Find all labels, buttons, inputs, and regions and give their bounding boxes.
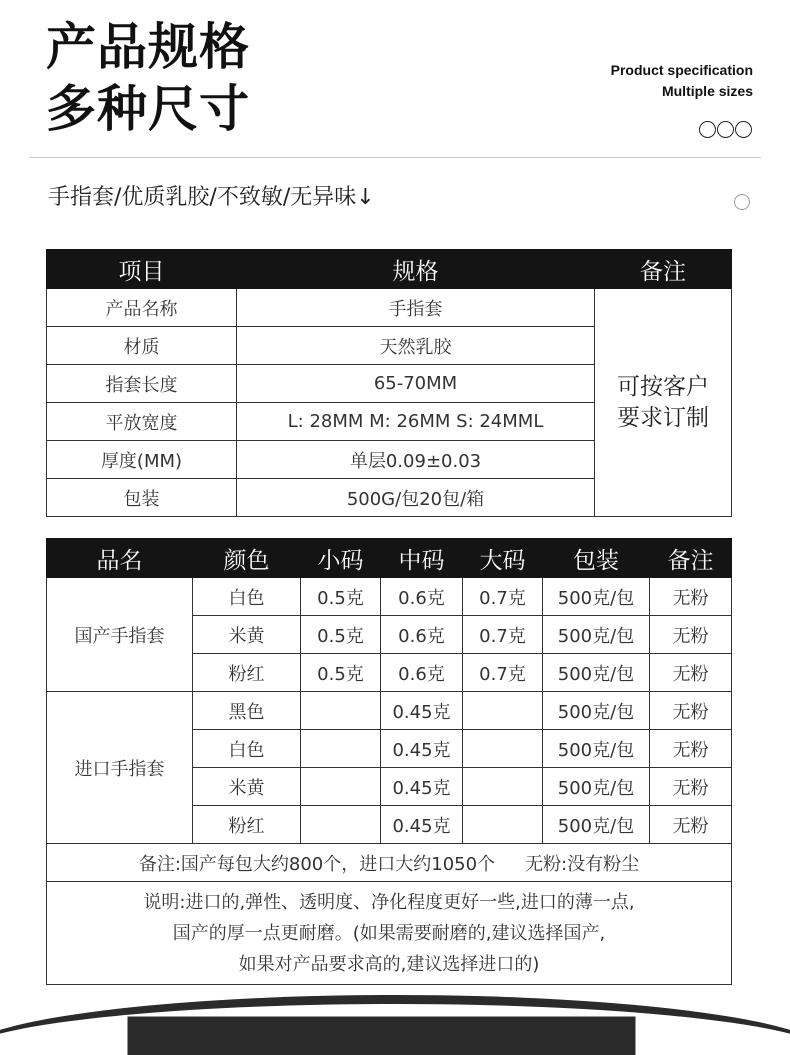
small-cell: 0.5克 [301,578,381,616]
note-line: 可按客户 [617,373,709,400]
item-cell: 厚度(MM) [47,441,237,479]
pack-cell: 500克/包 [543,654,650,692]
small-cell [301,768,381,806]
header-large: 大码 [463,539,543,578]
color-cell: 粉红 [193,806,301,844]
item-cell: 指套长度 [47,365,237,403]
medium-cell: 0.45克 [381,806,463,844]
english-title-line1: Product specification [610,62,753,78]
large-cell [463,692,543,730]
small-cell: 0.5克 [301,654,381,692]
note-cell: 无粉 [650,806,732,844]
header-medium: 中码 [381,539,463,578]
large-cell: 0.7克 [463,616,543,654]
large-cell [463,806,543,844]
header-note: 备注 [650,539,732,578]
pack-cell: 500克/包 [543,616,650,654]
spec-cell: 手指套 [237,289,595,327]
product-name-cell: 国产手指套 [47,578,193,692]
large-cell [463,768,543,806]
medium-cell: 0.45克 [381,692,463,730]
note-cell: 无粉 [650,730,732,768]
explain-line: 说明:进口的,弹性、透明度、净化程度更好一些,进口的薄一点, [143,891,635,913]
circle-icon [735,121,752,138]
table-header-row [47,539,732,578]
circle-icon [717,121,734,138]
circle-icon [734,194,750,210]
large-cell: 0.7克 [463,654,543,692]
large-cell [463,730,543,768]
pack-cell: 500克/包 [543,768,650,806]
explain-line: 如果对产品要求高的,建议选择进口的) [238,953,540,975]
color-cell: 白色 [193,578,301,616]
medium-cell: 0.6克 [381,654,463,692]
small-cell [301,806,381,844]
color-cell: 米黄 [193,616,301,654]
explain-cell [47,882,732,985]
note-cell: 无粉 [650,768,732,806]
note-cell: 无粉 [650,616,732,654]
table-header-row [47,250,732,289]
spec-cell: 单层0.09±0.03 [237,441,595,479]
product-name-cell: 进口手指套 [47,692,193,844]
medium-cell: 0.45克 [381,768,463,806]
header-name: 品名 [47,539,193,578]
divider [29,157,761,158]
page-title-line1: 产品规格 [46,18,250,76]
pack-cell: 500克/包 [543,806,650,844]
spec-cell: L: 28MM M: 26MM S: 24MML [237,403,595,441]
bottom-decoration [0,995,790,1055]
color-cell: 米黄 [193,768,301,806]
large-cell: 0.7克 [463,578,543,616]
explain-line: 国产的厚一点更耐磨。(如果需要耐磨的,建议选择国产, [172,922,606,944]
item-cell: 材质 [47,327,237,365]
table-row [47,578,732,616]
note-line: 要求订制 [617,404,709,431]
header-color: 颜色 [193,539,301,578]
decorative-circles [699,121,752,138]
note-cell: 无粉 [650,692,732,730]
small-cell [301,692,381,730]
spec-cell: 65-70MM [237,365,595,403]
header-note: 备注 [595,250,732,289]
remark-row [47,844,732,882]
small-cell: 0.5克 [301,616,381,654]
medium-cell: 0.6克 [381,616,463,654]
table-row [47,289,732,327]
note-cell: 无粉 [650,578,732,616]
medium-cell: 0.45克 [381,730,463,768]
item-cell: 包装 [47,479,237,517]
spec-cell: 500G/包20包/箱 [237,479,595,517]
note-cell [595,289,732,517]
item-cell: 平放宽度 [47,403,237,441]
english-title-line2: Multiple sizes [661,83,753,99]
header-item: 项目 [47,250,237,289]
spec-table [46,249,732,517]
table-row [47,692,732,730]
pack-cell: 500克/包 [543,730,650,768]
color-cell: 白色 [193,730,301,768]
page-title-line2: 多种尺寸 [46,80,250,138]
circle-icon [699,121,716,138]
spec-cell: 天然乳胶 [237,327,595,365]
medium-cell: 0.6克 [381,578,463,616]
pack-cell: 500克/包 [543,692,650,730]
header-spec: 规格 [237,250,595,289]
remark-powder: 无粉:没有粉尘 [525,853,640,875]
header-small: 小码 [301,539,381,578]
item-cell: 产品名称 [47,289,237,327]
color-cell: 粉红 [193,654,301,692]
color-cell: 黑色 [193,692,301,730]
explain-row [47,882,732,985]
remark-cell [47,844,732,882]
subtitle: 手指套/优质乳胶/不致敏/无异味↓ [48,185,375,210]
header-pack: 包装 [543,539,650,578]
small-cell [301,730,381,768]
detail-table [46,538,732,985]
note-cell: 无粉 [650,654,732,692]
remark-quantity: 备注:国产每包大约800个，进口大约1050个 [138,853,496,875]
pack-cell: 500克/包 [543,578,650,616]
